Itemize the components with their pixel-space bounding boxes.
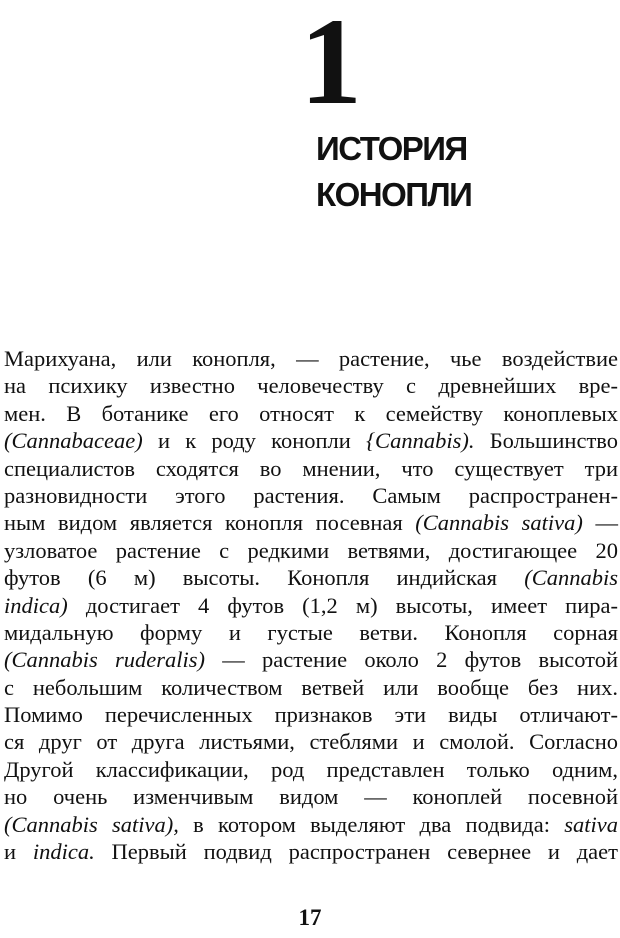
text-run: и bbox=[4, 839, 33, 865]
text-line bbox=[4, 674, 618, 701]
text-run: мен. В ботанике его относят к семейству коноплевых bbox=[4, 400, 618, 426]
text-line bbox=[4, 537, 618, 564]
chapter-title bbox=[316, 126, 471, 218]
italic-text-run: (Cannabaceae) bbox=[4, 428, 143, 454]
text-run: — bbox=[582, 510, 618, 536]
text-line bbox=[4, 400, 618, 427]
italic-text-run: (Cannabis sativa) bbox=[415, 510, 583, 536]
text-line bbox=[4, 646, 618, 673]
text-line bbox=[4, 756, 618, 783]
text-run: Другой классификации, род представлен только одним, bbox=[4, 756, 618, 782]
page-number: 17 bbox=[298, 905, 322, 930]
text-line bbox=[4, 372, 618, 399]
italic-text-run: (Cannabis sativa), bbox=[4, 811, 179, 837]
text-run: узловатое растение с редкими ветвями, достигающее 20 bbox=[4, 537, 618, 563]
italic-text-run: indica. bbox=[32, 839, 95, 865]
text-line bbox=[4, 728, 618, 755]
text-run: — растение около 2 футов высотой bbox=[205, 647, 618, 673]
text-line bbox=[4, 838, 618, 865]
text-run: в котором выделяют два подвида: bbox=[178, 811, 565, 837]
text-run: Первый подвид распространен севернее и дает bbox=[94, 839, 618, 865]
text-line bbox=[4, 564, 618, 591]
chapter-number: 1 bbox=[300, 0, 360, 130]
text-line bbox=[4, 509, 618, 536]
chapter-title-line-2: КОНОПЛИ bbox=[316, 176, 472, 213]
text-run: на психику известно человечеству с древнейших вре- bbox=[4, 373, 618, 399]
text-line bbox=[4, 592, 618, 619]
text-line bbox=[4, 455, 618, 482]
italic-text-run: indica) bbox=[4, 592, 68, 618]
italic-text-run: {Cannabis). bbox=[366, 428, 475, 454]
text-run: футов (6 м) высоты. Конопля индийская bbox=[4, 565, 525, 591]
text-run: Помимо перечисленных признаков эти виды отличают- bbox=[4, 702, 618, 728]
text-line bbox=[4, 619, 618, 646]
text-run: ным видом является конопля посевная bbox=[4, 510, 416, 536]
text-run: Большинство bbox=[474, 428, 618, 454]
text-line bbox=[4, 783, 618, 810]
text-run: мидальную форму и густые ветви. Конопля сорная bbox=[4, 619, 618, 645]
italic-text-run: (Cannabis ruderalis) bbox=[4, 647, 206, 673]
text-run: разновидности этого растения. Самым распространен- bbox=[4, 482, 618, 508]
text-line bbox=[4, 427, 618, 454]
text-run: достигает 4 футов (1,2 м) высоты, имеет пира- bbox=[67, 592, 618, 618]
italic-text-run: sativa bbox=[564, 811, 618, 837]
italic-text-run: (Cannabis bbox=[524, 565, 618, 591]
text-line bbox=[4, 701, 618, 728]
text-line bbox=[4, 482, 618, 509]
text-run: и к роду конопли bbox=[142, 428, 367, 454]
text-run: специалистов сходятся во мнении, что существует три bbox=[4, 455, 618, 481]
text-run: Марихуана, или конопля, — растение, чье воздействие bbox=[4, 346, 618, 371]
chapter-title-line-1: ИСТОРИЯ bbox=[316, 130, 467, 167]
text-run: с небольшим количеством ветвей или вообще без них. bbox=[4, 674, 618, 700]
text-line bbox=[4, 811, 618, 838]
text-run: но очень изменчивым видом — коноплей посевной bbox=[4, 784, 618, 810]
text-run: ся друг от друга листьями, стеблями и смолой. Согласно bbox=[4, 729, 618, 755]
text-line bbox=[4, 345, 618, 372]
body-paragraph bbox=[4, 345, 618, 865]
